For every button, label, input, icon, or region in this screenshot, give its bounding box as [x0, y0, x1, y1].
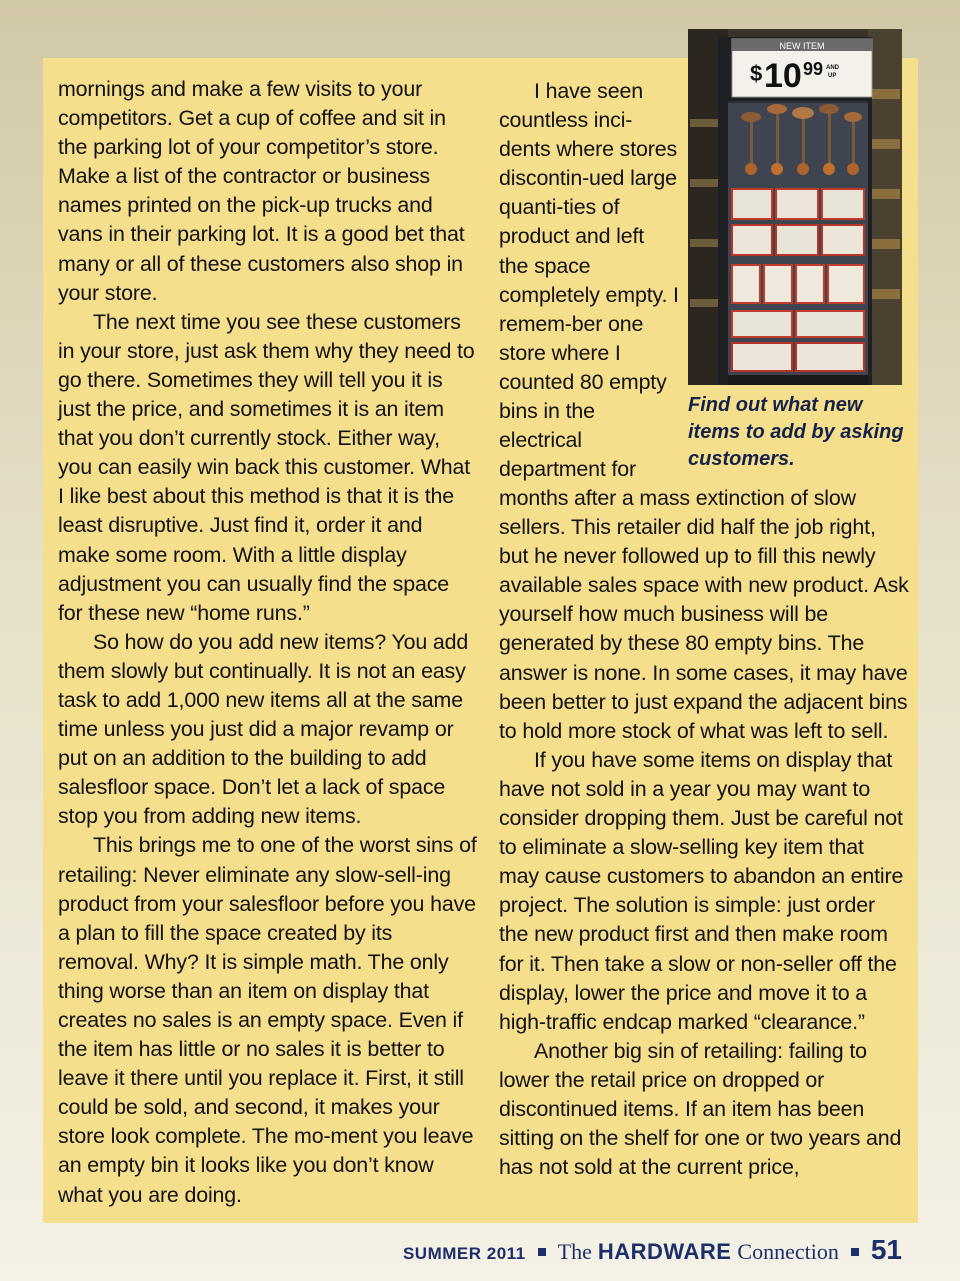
price-suffix: UP: [828, 73, 837, 79]
paragraph: If you have some items on display that have not sold in a year you may want to consider dropping them. Just be careful not to eliminate a slow-selling key item that may cause customers to abandon an entire project. The solution is simple: just order the new product first and then make room for it. Then take a slow or non-seller off the display, lower the price and move it to a high-traffic endcap marked “clearance.”: [499, 747, 904, 1034]
price-suffix: AND: [826, 65, 839, 71]
left-column: [58, 75, 478, 1210]
photo-caption: Find out what new items to add by asking customers.: [688, 394, 904, 470]
price-dollar: $: [750, 61, 763, 86]
paragraph: I have seen countless inci-dents where stores discontin-ued large quanti-ties of product and left the space completely empty. I remem-ber one store where I counted 80 empty bins in the electrical department for: [499, 79, 679, 482]
paragraph: So how do you add new items? You add them slowly but continually. It is not an easy task to add 1,000 new items all at the same time unless you just did a major revamp or put on an addition to the building to add salesfloor space. Don’t let a lack of space stop you from adding new items.: [58, 629, 469, 829]
paragraph: months after a mass extinction of slow sellers. This retailer did half the job right, but he never followed up to fill this newly available sales space with new product. Ask yourself how much business will be generated by these 80 empty bins. The answer is none. In some cases, it may have been better to just expand the adjacent bins to hold more stock of what was left to sell.: [499, 486, 909, 743]
separator-square: [851, 1248, 859, 1256]
paragraph: The next time you see these customers in your store, just ask them why they need to go there. Sometimes they will tell you it is just the price, and sometimes it is an item that you don’t currently stock. Either way, you can easily win back this customer. What I like best about this method is that it is the least disruptive. Just find it, order it and make some room. With a little display adjustment you can usually find the space for these new “home runs.”: [58, 309, 475, 625]
paragraph: Another big sin of retailing: failing to lower the retail price on dropped or discontinued items. If an item has been sitting on the shelf for one or two years and has not sold at the current price,: [499, 1038, 902, 1180]
publication-brand: HARDWARE: [597, 1239, 732, 1264]
paragraph: mornings and make a few visits to your competitors. Get a cup of coffee and sit in the parking lot of your competitor’s store. Make a list of the contractor or business names printed on the pick-up trucks and vans in their parking lot. It is a good bet that many or all of these customers also shop in your store.: [58, 77, 465, 305]
publication-the: The: [557, 1239, 592, 1264]
paragraph: This brings me to one of the worst sins of retailing: Never eliminate any slow-sell-ing product from your salesfloor before you have a plan to fill the space created by its removal. Why? It is simple math. The only thing worse than an item on display that creates no sales is an empty space. Even if the item has little or no sales it is better to leave it there until you replace it. First, it still could be sold, and second, it makes your store look complete. The mo-ment you leave an empty bin it looks like you don’t know what you are doing.: [58, 833, 477, 1207]
separator-square: [538, 1248, 546, 1256]
page-footer: [403, 1234, 902, 1266]
publication-connection: Connection: [737, 1239, 839, 1264]
right-column-bottom: [499, 484, 909, 1182]
product-boxes: [732, 189, 864, 371]
price-main: 10: [764, 57, 802, 95]
page-number: 51: [870, 1234, 902, 1265]
store-display-photo: [688, 29, 902, 385]
price-cents: 99: [803, 59, 824, 79]
right-column-top: [499, 77, 679, 484]
sign-label: NEW ITEM: [779, 41, 825, 51]
issue-season: SUMMER 2011: [402, 1244, 526, 1263]
